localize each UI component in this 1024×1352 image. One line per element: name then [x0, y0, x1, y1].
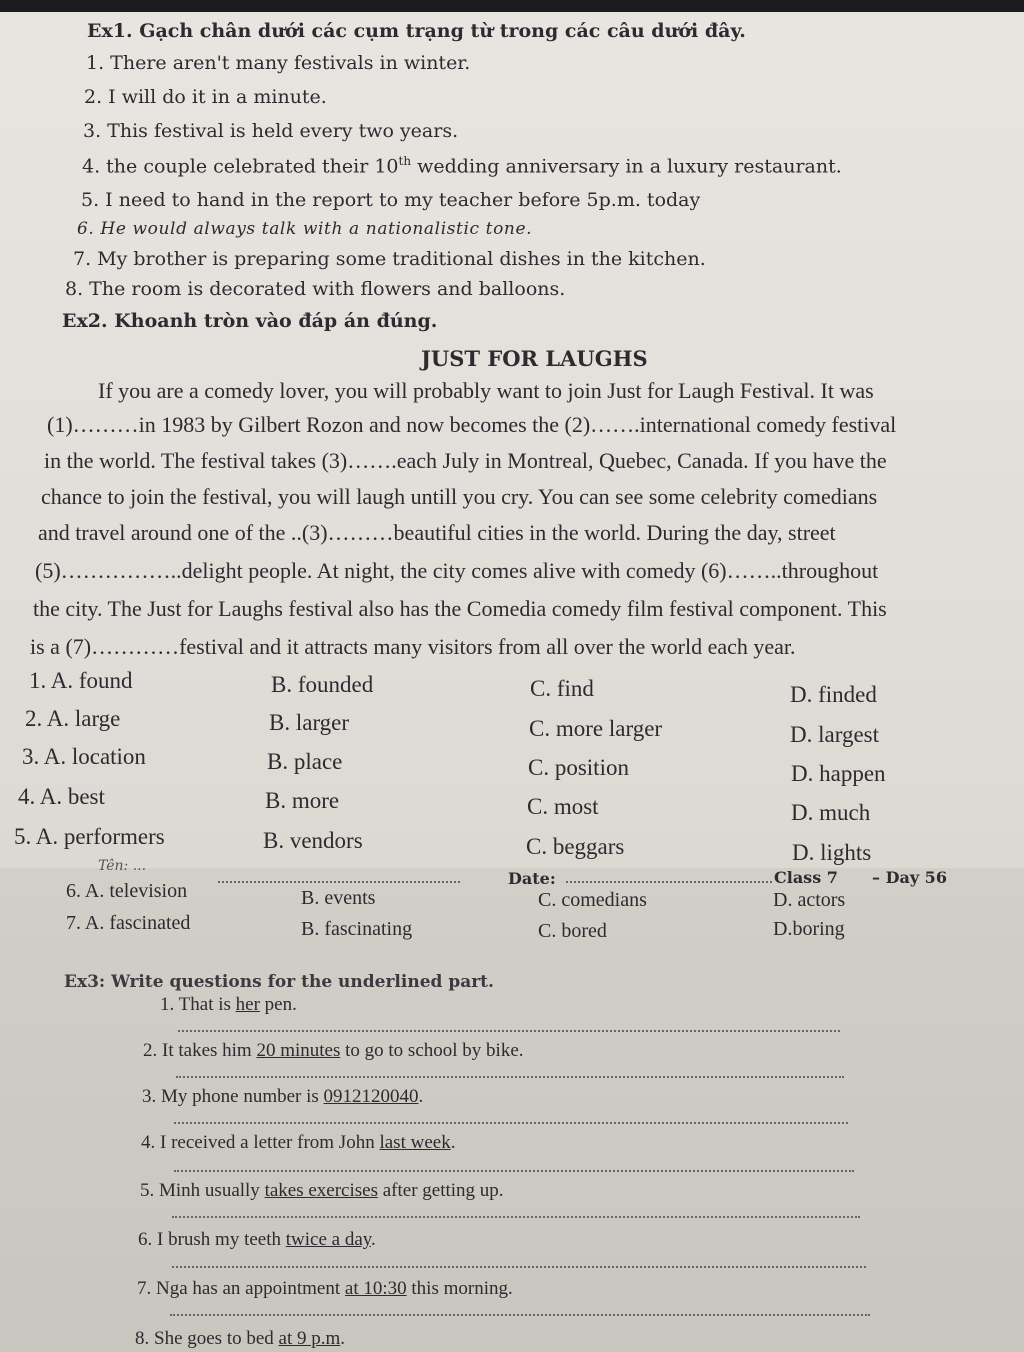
answer-line	[178, 1030, 840, 1032]
option-a: 7. A. fascinated	[66, 912, 191, 934]
answer-line	[174, 1122, 848, 1124]
option-b: B. vendors	[263, 828, 363, 853]
ex3-item-text: 7. Nga has an appointment	[137, 1278, 345, 1299]
ex1-item: 5. I need to hand in the report to my teacher before 5p.m. today	[81, 189, 701, 211]
answer-line	[176, 1076, 844, 1078]
option-c: C. comedians	[538, 889, 647, 911]
date-label: Date:	[508, 869, 556, 888]
ex1-item: 1. There aren't many festivals in winter.	[86, 52, 471, 74]
underlined-part: takes exercises	[264, 1180, 378, 1201]
option-a: 6. A. television	[66, 880, 188, 902]
ex3-item-text: .	[371, 1229, 376, 1250]
passage-line: chance to join the festival, you will laugh untill you cry. You can see some celebrity comedians	[41, 484, 878, 509]
ex3-item-text: 4. I received a letter from John	[141, 1132, 380, 1153]
option-b: B. more	[265, 788, 340, 813]
ex3-item	[140, 1180, 504, 1202]
passage-title: JUST FOR LAUGHS	[421, 346, 648, 371]
option-d: D. happen	[791, 761, 886, 786]
option-c: C. position	[528, 755, 629, 780]
ex3-item	[137, 1278, 513, 1300]
ex3-item-text: 1. That is	[160, 994, 236, 1015]
ex3-item	[138, 1229, 376, 1251]
option-d: D. largest	[790, 722, 880, 747]
passage-line: If you are a comedy lover, you will probably want to join Just for Laugh Festival. It was	[98, 378, 874, 403]
ex3-item-text: 8. She goes to bed	[135, 1328, 279, 1349]
passage-line: in the world. The festival takes (3)…….each July in Montreal, Quebec, Canada. If you have the	[44, 448, 887, 473]
ex2-heading: Ex2. Khoanh tròn vào đáp án đúng.	[62, 310, 438, 332]
underlined-part: at 9 p.m	[278, 1328, 341, 1349]
ex3-item-text: 2. It takes him	[143, 1040, 257, 1061]
option-a: 4. A. best	[18, 784, 105, 809]
ex1-heading: Ex1. Gạch chân dưới các cụm trạng từ trong các câu dưới đây.	[87, 20, 746, 42]
passage-line: (5)……………..delight people. At night, the city comes alive with comedy (6)……..throughout	[35, 558, 879, 583]
ex3-heading: Ex3: Write questions for the underlined part.	[64, 972, 494, 992]
passage-line: and travel around one of the ..(3)………beautiful cities in the world. During the day, street	[38, 520, 836, 545]
ex3-item-text: 3. My phone number is	[142, 1086, 324, 1107]
option-c: C. bored	[538, 920, 607, 942]
ex3-item-text: .	[418, 1086, 424, 1107]
day-label: – Day 56	[872, 868, 947, 887]
class-label: Class 7	[774, 868, 838, 887]
passage-line: the city. The Just for Laughs festival also has the Comedia comedy film festival component. This	[33, 596, 887, 621]
ex3-item	[160, 994, 297, 1016]
ex1-item: 2. I will do it in a minute.	[84, 86, 327, 108]
ex1-item-4-text: 4. the couple celebrated their 10	[82, 155, 399, 178]
option-c: C. beggars	[526, 834, 625, 859]
option-c: C. more larger	[529, 716, 663, 741]
option-c: C. find	[530, 676, 594, 701]
ex3-item-text: after getting up.	[377, 1180, 504, 1201]
option-b: B. larger	[269, 710, 350, 735]
top-dark-edge	[0, 0, 1024, 12]
underlined-part: her	[235, 994, 260, 1015]
ex1-item: 3. This festival is held every two years.	[83, 120, 459, 142]
ex3-item-text: pen.	[259, 994, 297, 1015]
underlined-part: at 10:30	[344, 1278, 407, 1299]
option-d: D. much	[791, 800, 871, 825]
ex3-item-text: .	[450, 1132, 456, 1153]
underlined-part: 20 minutes	[256, 1040, 341, 1061]
ex3-item	[141, 1132, 455, 1154]
underlined-part: last week	[379, 1132, 451, 1153]
option-b: B. events	[301, 887, 376, 909]
ex3-item	[142, 1086, 423, 1108]
option-d: D. finded	[790, 682, 877, 707]
answer-line	[172, 1216, 860, 1218]
option-c: C. most	[527, 794, 599, 819]
ex3-item	[143, 1040, 524, 1062]
ex1-item: 8. The room is decorated with flowers and balloons.	[65, 278, 566, 300]
answer-line	[170, 1314, 870, 1316]
underlined-part: twice a day	[285, 1229, 372, 1250]
ex1-item: 7. My brother is preparing some traditional dishes in the kitchen.	[73, 248, 706, 270]
option-d: D. lights	[792, 840, 872, 865]
ex3-item-text: 6. I brush my teeth	[138, 1229, 286, 1250]
option-d: D.boring	[773, 918, 845, 940]
option-a: 5. A. performers	[14, 824, 165, 849]
ex3-item-text: this morning.	[406, 1278, 513, 1299]
option-b: B. fascinating	[301, 918, 413, 940]
date-dotted-line	[566, 881, 772, 883]
answer-line	[172, 1266, 866, 1268]
option-b: B. founded	[271, 672, 374, 697]
ex3-item-text: 5. Minh usually	[140, 1180, 265, 1201]
underlined-part: 0912120040	[323, 1086, 419, 1107]
passage-line: (1)………in 1983 by Gilbert Rozon and now becomes the (2)…….international comedy festival	[47, 412, 897, 437]
passage-line: is a (7)…………festival and it attracts many visitors from all over the world each year.	[30, 634, 796, 659]
ex3-item	[135, 1328, 345, 1350]
option-d: D. actors	[773, 889, 846, 911]
answer-line	[174, 1170, 854, 1172]
option-a: 2. A. large	[25, 706, 121, 731]
ex1-item: 6. He would always talk with a nationalistic tone.	[77, 219, 533, 239]
ex3-item-text: to go to school by bike.	[340, 1040, 524, 1061]
option-a: 1. A. found	[29, 668, 133, 693]
name-dotted-line	[218, 881, 460, 883]
ex1-item-4-sup: th	[398, 154, 412, 168]
ex1-item-4-rest: wedding anniversary in a luxury restaurant.	[411, 155, 842, 178]
name-label: Tên: ...	[98, 858, 147, 874]
ex1-item	[82, 154, 842, 177]
option-a: 3. A. location	[22, 744, 146, 769]
ex3-item-text: .	[340, 1328, 346, 1349]
option-b: B. place	[267, 749, 343, 774]
